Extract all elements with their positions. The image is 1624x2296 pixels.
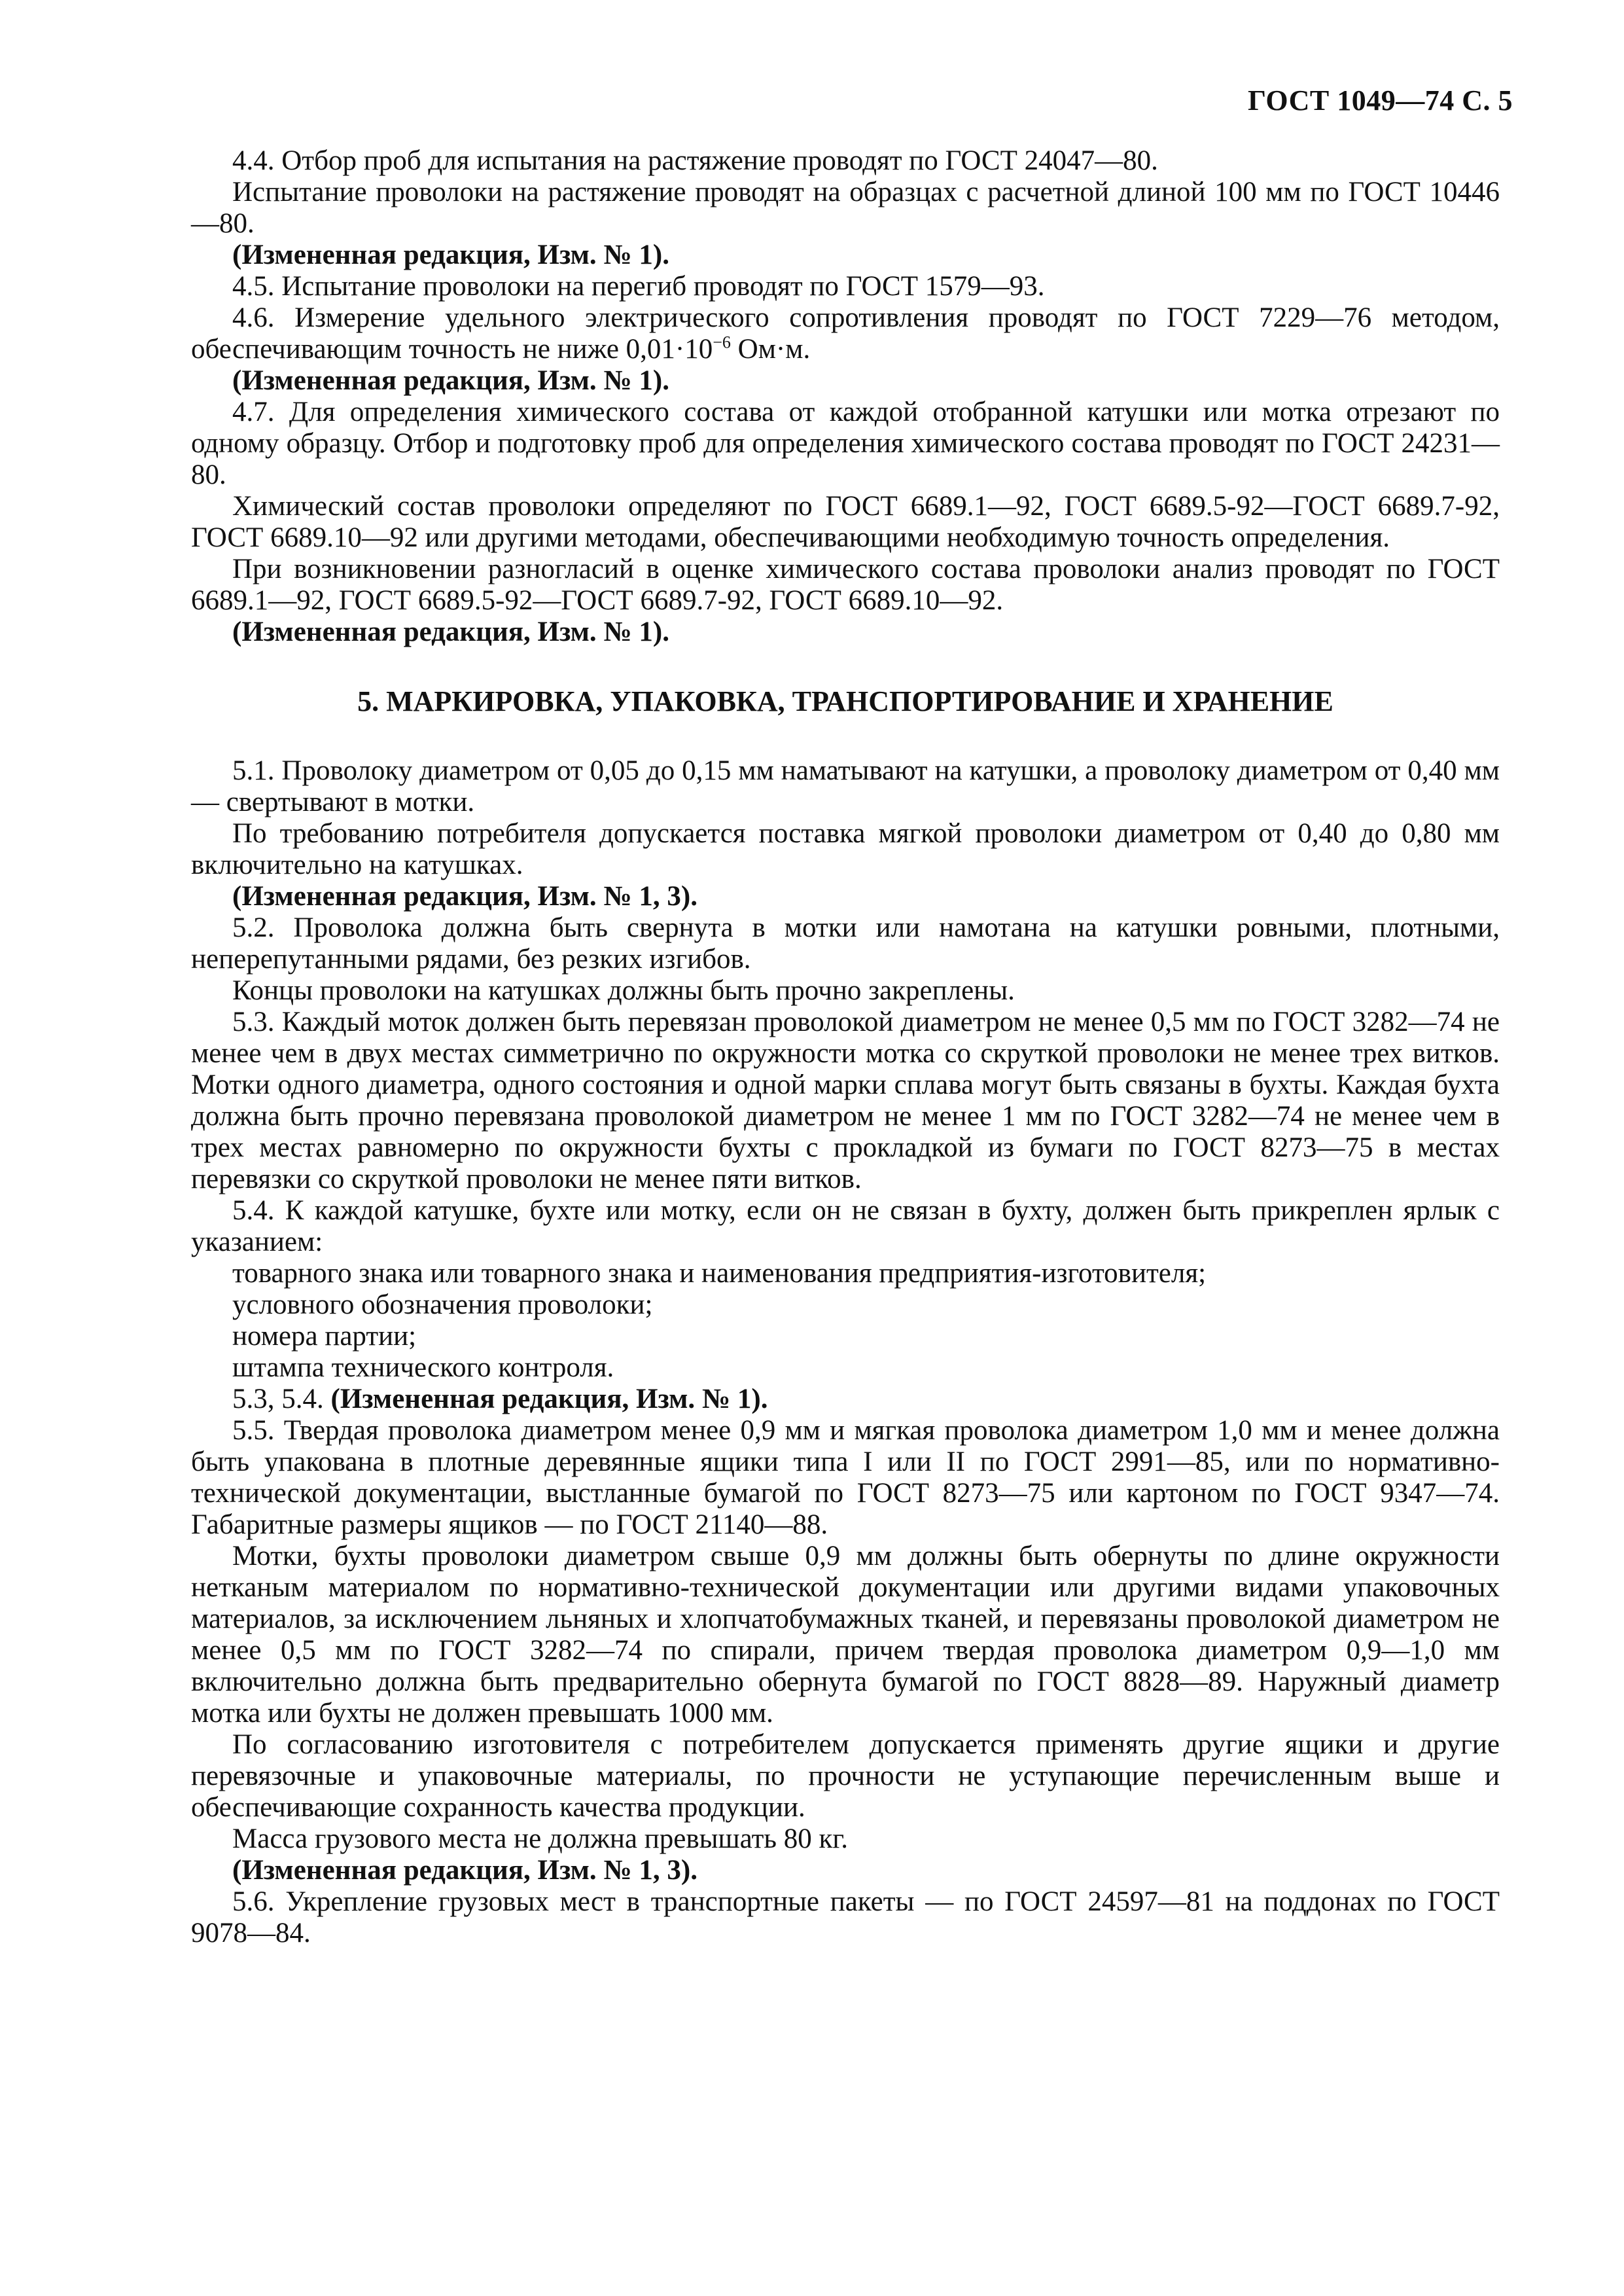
paragraph-5-5-agreement: По согласованию изготовителя с потребителем допускается применять другие ящики и другие перевязочные и упаковочные материалы, по прочности не уступающие перечисленным выше и обеспечивающие сохранность качества продукции.	[191, 1729, 1500, 1823]
paragraph-5-4: 5.4. К каждой катушке, бухте или мотку, если он не связан в бухту, должен быть прикреплен ярлык с указанием:	[191, 1195, 1500, 1257]
list-item: товарного знака или товарного знака и наименования предприятия-изготовителя;	[232, 1258, 1207, 1289]
paragraph-4-6-unit: Ом·м.	[730, 334, 811, 365]
amendment-note-5-3-5-4	[191, 1384, 1500, 1415]
paragraph-5-5-coils: Мотки, бухты проволоки диаметром свыше 0,9 мм должны быть обернуты по длине окружности нетканым материалом по нормативно-технической документации или другими видами упаковочных материалов, за исключением льняных и хлопчатобумажных тканей, и перевязаны проволокой диаметром не менее 0,5 мм по ГОСТ 3282—74 по спирали, причем твердая проволока диаметром 0,9—1,0 мм включительно должна быть предварительно обернута бумагой по ГОСТ 8828—89. Наружный диаметр мотка или бухты не должен превышать 1000 мм.	[191, 1541, 1500, 1729]
page-header: ГОСТ 1049—74 С. 5	[1247, 84, 1513, 117]
amendment-note: (Измененная редакция, Изм. № 1).	[232, 617, 669, 647]
amendment-note: (Измененная редакция, Изм. № 1, 3).	[232, 881, 697, 912]
list-item: условного обозначения проволоки;	[232, 1289, 653, 1320]
paragraph-5-5-mass: Масса грузового места не должна превышать 80 кг.	[232, 1823, 848, 1854]
paragraph-5-1-request: По требованию потребителя допускается поставка мягкой проволоки диаметром от 0,40 до 0,80 мм включительно на катушках.	[191, 818, 1500, 880]
amendment-note: (Измененная редакция, Изм. № 1, 3).	[232, 1855, 697, 1886]
amendment-text: (Измененная редакция, Изм. № 1).	[330, 1384, 768, 1414]
list-item: номера партии;	[232, 1321, 417, 1352]
paragraph-4-7-disputes: При возникновении разногласий в оценке химического состава проволоки анализ проводят по ГОСТ 6689.1—92, ГОСТ 6689.5-92—ГОСТ 6689.7-92, ГОСТ 6689.10—92.	[191, 554, 1500, 616]
paragraph-4-4-tensile: Испытание проволоки на растяжение проводят на образцах с расчетной длиной 100 мм по ГОСТ 10446—80.	[191, 177, 1500, 239]
document-body	[191, 145, 1500, 1949]
paragraph-5-2-ends: Концы проволоки на катушках должны быть прочно закреплены.	[232, 975, 1015, 1006]
paragraph-4-6-text: 4.6. Измерение удельного электрического сопротивления проводят по ГОСТ 7229—76 методом, обеспечивающим точность не ниже 0,01·10	[191, 302, 1500, 365]
section-title: 5. МАРКИРОВКА, УПАКОВКА, ТРАНСПОРТИРОВАНИЕ И ХРАНЕНИЕ	[357, 685, 1333, 717]
paragraph-5-5: 5.5. Твердая проволока диаметром менее 0,9 мм и мягкая проволока диаметром 1,0 мм и менее должна быть упакована в плотные деревянные ящики типа I или II по ГОСТ 2991—85, или по нормативно-технической документации, выстланные бумагой по ГОСТ 8273—75 или картоном по ГОСТ 9347—74. Габаритные размеры ящиков — по ГОСТ 21140—88.	[191, 1415, 1500, 1540]
paragraph-5-6: 5.6. Укрепление грузовых мест в транспортные пакеты — по ГОСТ 24597—81 на поддонах по ГОСТ 9078—84.	[191, 1886, 1500, 1948]
paragraph-4-4: 4.4. Отбор проб для испытания на растяжение проводят по ГОСТ 24047—80.	[232, 145, 1158, 176]
paragraph-5-1: 5.1. Проволоку диаметром от 0,05 до 0,15 мм наматывают на катушки, а проволоку диаметром от 0,40 мм — свертывают в мотки.	[191, 755, 1500, 817]
amendment-note: (Измененная редакция, Изм. № 1).	[232, 240, 669, 270]
paragraph-5-3: 5.3. Каждый моток должен быть перевязан проволокой диаметром не менее 0,5 мм по ГОСТ 3282—74 не менее чем в двух местах симметрично по окружности мотка со скруткой проволоки не менее трех витков. Мотки одного диаметра, одного состояния и одной марки сплава могут быть связаны в бухты. Каждая бухта должна быть прочно перевязана проволокой диаметром не менее 1 мм по ГОСТ 3282—74 не менее чем в трех местах равномерно по окружности бухты с прокладкой из бумаги по ГОСТ 8273—75 в местах перевязки со скруткой проволоки не менее пяти витков.	[191, 1007, 1500, 1194]
paragraph-4-7: 4.7. Для определения химического состава от каждой отобранной катушки или мотка отрезают по одному образцу. Отбор и подготовку проб для определения химического состава проводят по ГОСТ 24231—80.	[191, 397, 1500, 490]
amendment-note: (Измененная редакция, Изм. № 1).	[232, 365, 669, 396]
exponent: −6	[713, 332, 731, 352]
paragraph-4-5: 4.5. Испытание проволоки на перегиб проводят по ГОСТ 1579—93.	[232, 271, 1045, 302]
amendment-prefix: 5.3, 5.4.	[232, 1384, 331, 1414]
paragraph-4-7-chemical: Химический состав проволоки определяют по ГОСТ 6689.1—92, ГОСТ 6689.5-92—ГОСТ 6689.7-92, ГОСТ 6689.10—92 или другими методами, обеспечивающими необходимую точность определения.	[191, 491, 1500, 553]
list-item: штампа технического контроля.	[232, 1352, 614, 1383]
paragraph-5-2: 5.2. Проволока должна быть свернута в мотки или намотана на катушки ровными, плотными, неперепутанными рядами, без резких изгибов.	[191, 912, 1500, 975]
paragraph-4-6	[191, 302, 1500, 365]
